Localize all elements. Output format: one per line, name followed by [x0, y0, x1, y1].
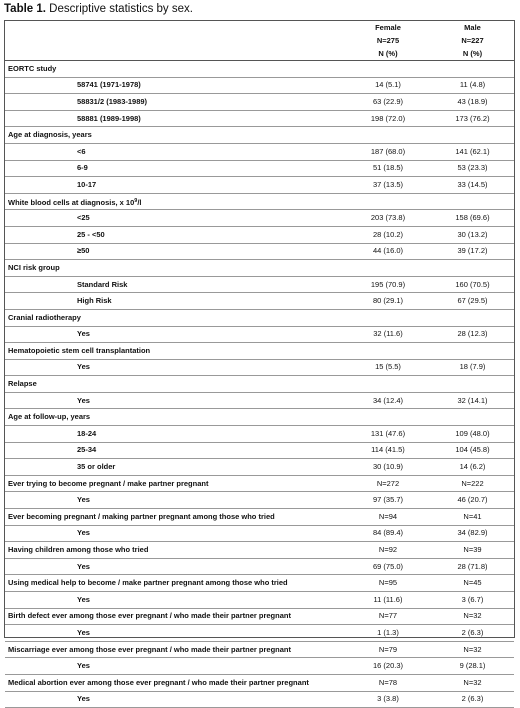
header-empty-cell [5, 47, 345, 61]
female-value: N=77 [345, 608, 431, 625]
row-label-text: 18-24 [77, 428, 97, 438]
female-value [345, 309, 431, 326]
row-label [5, 592, 345, 609]
row-label [5, 442, 345, 459]
row-label [5, 177, 345, 194]
row-label [5, 193, 345, 210]
table-row [5, 426, 514, 443]
row-label [5, 691, 345, 708]
row-label [5, 61, 345, 78]
female-value: 3 (3.8) [345, 691, 431, 708]
table-caption-text: Descriptive statistics by sex. [45, 3, 193, 15]
row-label [5, 293, 345, 310]
male-value: 53 (23.3) [431, 160, 514, 177]
row-label [5, 94, 345, 111]
female-value: 203 (73.8) [345, 210, 431, 227]
table-row [5, 226, 514, 243]
female-value: 11 (11.6) [345, 592, 431, 609]
female-value: 84 (89.4) [345, 525, 431, 542]
row-label-text: Yes [77, 362, 90, 372]
female-value: N=78 [345, 674, 431, 691]
female-value: 32 (11.6) [345, 326, 431, 343]
row-label [5, 77, 345, 94]
male-value: 46 (20.7) [431, 492, 514, 509]
row-label [5, 276, 345, 293]
row-label-text: <6 [77, 146, 86, 156]
male-value [431, 193, 514, 210]
male-value: 34 (82.9) [431, 525, 514, 542]
table-row [5, 625, 514, 642]
female-value: 97 (35.7) [345, 492, 431, 509]
header-female-unit: N (%) [345, 47, 431, 61]
male-value: 9 (28.1) [431, 658, 514, 675]
male-value: 173 (76.2) [431, 110, 514, 127]
female-value: N=79 [345, 641, 431, 658]
row-label [5, 525, 345, 542]
row-label [5, 542, 345, 559]
female-value: 195 (70.9) [345, 276, 431, 293]
female-value: 80 (29.1) [345, 293, 431, 310]
row-label [5, 226, 345, 243]
male-value: 158 (69.6) [431, 210, 514, 227]
row-label-text: Ever becoming pregnant / making partner pregnant among those who tried [8, 511, 275, 521]
male-value: 14 (6.2) [431, 459, 514, 476]
row-label-text: Having children among those who tried [8, 545, 149, 555]
male-value: 109 (48.0) [431, 426, 514, 443]
table-row [5, 392, 514, 409]
header-male: Male [464, 22, 481, 32]
male-value [431, 376, 514, 393]
male-value: 28 (71.8) [431, 558, 514, 575]
female-value: 14 (5.1) [345, 77, 431, 94]
female-value: 28 (10.2) [345, 226, 431, 243]
female-value [345, 61, 431, 78]
table-row-category [5, 260, 514, 277]
female-value: 198 (72.0) [345, 110, 431, 127]
row-label-text: 25 - <50 [77, 229, 105, 239]
table-row-category [5, 608, 514, 625]
row-label-text: Standard Risk [77, 279, 128, 289]
table-row [5, 326, 514, 343]
row-label-text: 58831/2 (1983-1989) [77, 96, 148, 106]
female-value [345, 409, 431, 426]
row-label [5, 210, 345, 227]
header-empty-cell [5, 34, 345, 47]
female-value: 44 (16.0) [345, 243, 431, 260]
table-row-category [5, 61, 514, 78]
row-label-text: Hematopoietic stem cell transplantation [8, 345, 151, 355]
row-label [5, 625, 345, 642]
row-label [5, 492, 345, 509]
female-value: N=94 [345, 509, 431, 526]
table-row [5, 276, 514, 293]
female-value: 15 (5.5) [345, 359, 431, 376]
header-female: Female [375, 22, 401, 32]
header-empty-cell [5, 21, 345, 34]
table-row [5, 359, 514, 376]
table-row [5, 492, 514, 509]
male-value: 32 (14.1) [431, 392, 514, 409]
row-label [5, 641, 345, 658]
table-row-category [5, 309, 514, 326]
female-value: 69 (75.0) [345, 558, 431, 575]
row-label-text: Yes [77, 528, 90, 538]
male-value: 2 (6.3) [431, 625, 514, 642]
table-row [5, 77, 514, 94]
table-row [5, 691, 514, 708]
male-value: 3 (6.7) [431, 592, 514, 609]
table-row-category [5, 674, 514, 691]
table-row [5, 160, 514, 177]
row-label-text: Relapse [8, 379, 37, 389]
row-label-text: Cranial radiotherapy [8, 312, 81, 322]
male-value: 2 (6.3) [431, 691, 514, 708]
table-caption-label: Table 1. [4, 3, 46, 15]
male-value: N=41 [431, 509, 514, 526]
row-label-text: Yes [77, 594, 90, 604]
female-value [345, 343, 431, 360]
female-value: N=95 [345, 575, 431, 592]
row-label [5, 309, 345, 326]
female-value: N=92 [345, 542, 431, 559]
row-label-text: High Risk [77, 296, 112, 306]
row-label [5, 459, 345, 476]
table-row-category [5, 475, 514, 492]
male-value: 160 (70.5) [431, 276, 514, 293]
female-value [345, 376, 431, 393]
header-row-unit [5, 47, 514, 61]
female-value [345, 127, 431, 144]
row-label-text: Yes [77, 694, 90, 704]
male-value: 104 (45.8) [431, 442, 514, 459]
table-row-category [5, 409, 514, 426]
female-value [345, 260, 431, 277]
row-label-text: 58881 (1989-1998) [77, 113, 141, 123]
male-value: 30 (13.2) [431, 226, 514, 243]
row-label-suffix: /l [137, 197, 142, 207]
row-label-text: Yes [77, 661, 90, 671]
male-value: N=32 [431, 641, 514, 658]
table-row-category [5, 376, 514, 393]
table-row [5, 94, 514, 111]
row-label-text: Yes [77, 495, 90, 505]
row-label [5, 426, 345, 443]
female-value: 34 (12.4) [345, 392, 431, 409]
male-value: 141 (62.1) [431, 143, 514, 160]
row-label [5, 243, 345, 260]
table-row [5, 442, 514, 459]
male-value: N=222 [431, 475, 514, 492]
row-label [5, 110, 345, 127]
female-value: N=272 [345, 475, 431, 492]
table-row [5, 243, 514, 260]
row-label-text: 6-9 [77, 163, 88, 173]
female-value: 1 (1.3) [345, 625, 431, 642]
row-label [5, 575, 345, 592]
female-value: 16 (20.3) [345, 658, 431, 675]
row-label-text: 35 or older [77, 462, 116, 472]
male-value [431, 309, 514, 326]
descriptive-statistics-table [5, 21, 514, 708]
row-label-text: Birth defect ever among those ever pregnant / who made their partner pregnant [8, 611, 291, 621]
table-row [5, 459, 514, 476]
male-value: 39 (17.2) [431, 243, 514, 260]
table-frame [4, 20, 515, 704]
male-value: 33 (14.5) [431, 177, 514, 194]
row-label-text: White blood cells at diagnosis, x 10 [8, 197, 135, 207]
table-row [5, 293, 514, 310]
female-value: 187 (68.0) [345, 143, 431, 160]
row-label-text: Yes [77, 627, 90, 637]
table-row [5, 110, 514, 127]
row-label-text: Yes [77, 329, 90, 339]
table-row-category [5, 575, 514, 592]
row-label [5, 674, 345, 691]
row-label-superscript: 9 [134, 197, 138, 204]
female-value: 131 (47.6) [345, 426, 431, 443]
row-label [5, 658, 345, 675]
table-row [5, 658, 514, 675]
row-label [5, 509, 345, 526]
row-label [5, 326, 345, 343]
table-row [5, 558, 514, 575]
row-label-text: Yes [77, 561, 90, 571]
header-male-n: N=227 [461, 35, 484, 45]
row-label-text: Age at follow-up, years [8, 412, 91, 422]
row-label-text: Medical abortion ever among those ever pregnant / who made their partner pregnant [8, 677, 309, 687]
table-row-category [5, 509, 514, 526]
male-value [431, 343, 514, 360]
male-value: N=39 [431, 542, 514, 559]
male-value: 28 (12.3) [431, 326, 514, 343]
female-value: 30 (10.9) [345, 459, 431, 476]
row-label-text: NCI risk group [8, 262, 60, 272]
row-label [5, 558, 345, 575]
male-value: 11 (4.8) [431, 77, 514, 94]
male-value [431, 61, 514, 78]
table-row [5, 525, 514, 542]
male-value [431, 409, 514, 426]
table-row [5, 592, 514, 609]
male-value: 67 (29.5) [431, 293, 514, 310]
female-value: 114 (41.5) [345, 442, 431, 459]
row-label [5, 409, 345, 426]
row-label-text: ≥50 [77, 246, 90, 256]
row-label [5, 143, 345, 160]
male-value: 43 (18.9) [431, 94, 514, 111]
table-body [5, 61, 514, 708]
row-label [5, 376, 345, 393]
row-label [5, 127, 345, 144]
header-male-unit: N (%) [431, 47, 514, 61]
table-row-category [5, 127, 514, 144]
row-label-text: EORTC study [8, 63, 57, 73]
row-label [5, 475, 345, 492]
row-label [5, 343, 345, 360]
female-value: 37 (13.5) [345, 177, 431, 194]
table-row [5, 210, 514, 227]
male-value: 18 (7.9) [431, 359, 514, 376]
female-value [345, 193, 431, 210]
row-label-text: Yes [77, 395, 90, 405]
row-label-text: Ever trying to become pregnant / make partner pregnant [8, 478, 209, 488]
header-female-n: N=275 [376, 35, 400, 45]
table-row-category [5, 343, 514, 360]
table-row-category [5, 641, 514, 658]
row-label-text: 10-17 [77, 179, 97, 189]
row-label [5, 260, 345, 277]
female-value: 51 (18.5) [345, 160, 431, 177]
row-label-text: <25 [77, 213, 90, 223]
header-row-n [5, 34, 514, 47]
table-row [5, 177, 514, 194]
male-value: N=32 [431, 674, 514, 691]
male-value: N=45 [431, 575, 514, 592]
table-row-category [5, 193, 514, 210]
table-row-category [5, 542, 514, 559]
row-label [5, 359, 345, 376]
row-label [5, 392, 345, 409]
header-row-sex [5, 21, 514, 34]
row-label-text: Age at diagnosis, years [8, 130, 92, 140]
row-label [5, 608, 345, 625]
row-label [5, 160, 345, 177]
male-value: N=32 [431, 608, 514, 625]
male-value [431, 260, 514, 277]
table-row [5, 143, 514, 160]
row-label-text: 58741 (1971-1978) [77, 80, 141, 90]
female-value: 63 (22.9) [345, 94, 431, 111]
male-value [431, 127, 514, 144]
row-label-text: Miscarriage ever among those ever pregnant / who made their partner pregnant [8, 644, 291, 654]
table-caption [4, 2, 193, 16]
row-label-text: Using medical help to become / make partner pregnant among those who tried [8, 578, 288, 588]
row-label-text: 25-34 [77, 445, 97, 455]
